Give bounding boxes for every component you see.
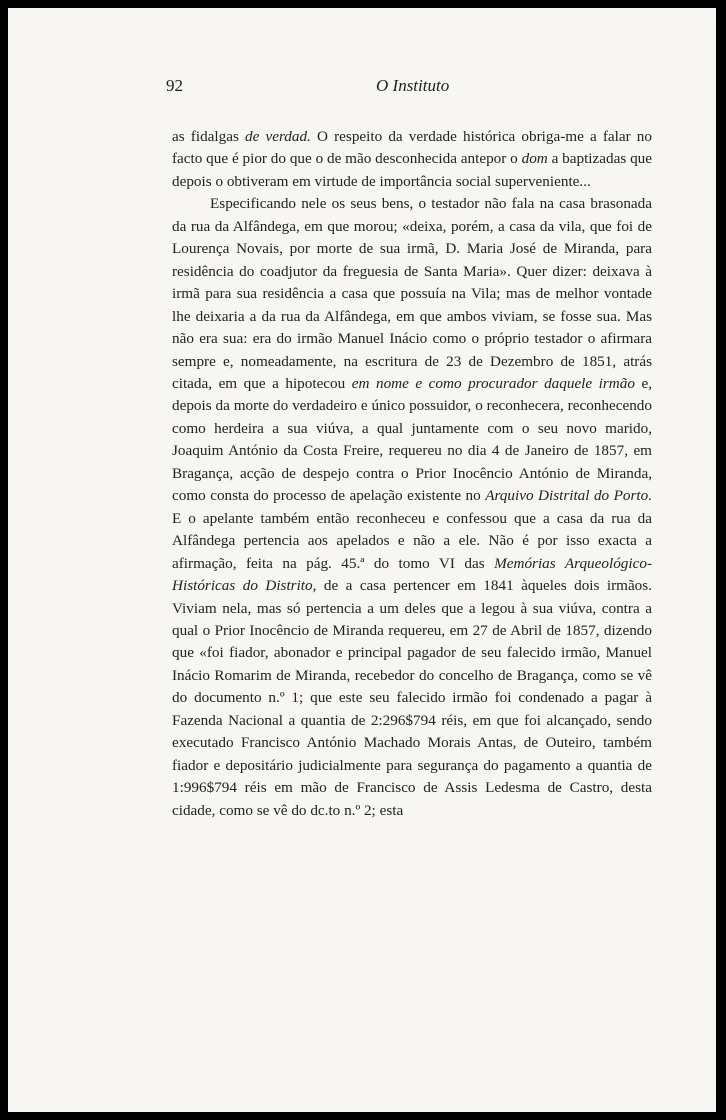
page-number: 92 [166,76,183,95]
italic-segment: Memórias Arqueológico-Históricas do Distrito, [172,554,652,595]
italic-segment: dom [521,150,548,168]
page-header [8,76,716,100]
running-title: O Instituto [376,76,450,95]
text-segment: Especificando nele os seus bens, o testador não fala na casa brasonada da rua da Alfândega, em que morou; «deixa, porém, a casa da vila, que foi de Lourença Novais, por morte de sua irmã, D. Maria José de Miranda, para residência do coadjutor da freguesia de Santa Maria». Quer dizer: deixava à irmã para sua residência a casa que possuía na Vila; mas de melhor vontade lhe deixaria a da rua da Alfândega, em que ambos viviam, se fosse sua. Mas não era sua: era do irmão Manuel Inácio como o próprio testador o afirmara sempre e, nomeadamente, na escritura de 23 de Dezembro de 1851, atrás citada, em que a hipotecou [172,195,652,392]
paragraph-1 [172,126,652,193]
body-text [172,126,652,822]
text-segment: de a casa pertencer em 1841 àqueles dois irmãos. Viviam nela, mas só pertencia a um deles que a legou à sua viúva, contra a qual o Prior Inocêncio de Miranda requereu, em 27 de Abril de 1857, dizendo que «foi fiador, abonador e principal pagador de seu falecido irmão, Manuel Inácio Romarim de Miranda, recebedor do concelho de Bragança, como se vê do documento n.º 1; que este seu falecido irmão foi condenado a pagar à Fazenda Nacional a quantia de 2:296$794 réis, em que foi alcançado, sendo executado Francisco António Machado Morais Antas, de Outeiro, também fiador e depositário judicialmente para segurança do pagamento a quantia de 1:996$794 réis em mão de Francisco de Assis Ledesma de Castro, desta cidade, como se vê do dc.to n.º 2; esta [172,577,652,819]
text-segment: as fidalgas [172,128,245,145]
text-segment: O respeito da verdade histórica obriga-me a falar no facto que é pior do que o de mão desconhecida antepor o [172,128,652,168]
paragraph-2 [172,193,652,822]
text-segment: E o apelante também então reconheceu e confessou que a casa da rua da Alfândega pertencia aos apelados e não a ele. Não é por isso exacta a afirmação, feita na pág. 45.ª do tomo VI das [172,509,652,572]
book-page [8,8,716,1112]
text-segment: a baptizadas que depois o obtiveram em virtude de importância social superveniente... [172,150,653,190]
italic-segment: de verdad. [245,128,311,145]
text-segment: e, depois da morte do verdadeiro e único possuidor, o reconhecera, reconhecendo como herdeira a sua viúva, a qual juntamente com o seu novo marido, Joaquim António da Costa Freire, requereu no dia 4 de Janeiro de 1857, em Bragança, acção de despejo contra o Prior Inocêncio António de Miranda, como consta do processo de apelação existente no [172,374,653,505]
italic-segment: em nome e como procurador daquele irmão [351,374,635,392]
italic-segment: Arquivo Distrital do Porto. [485,487,652,505]
